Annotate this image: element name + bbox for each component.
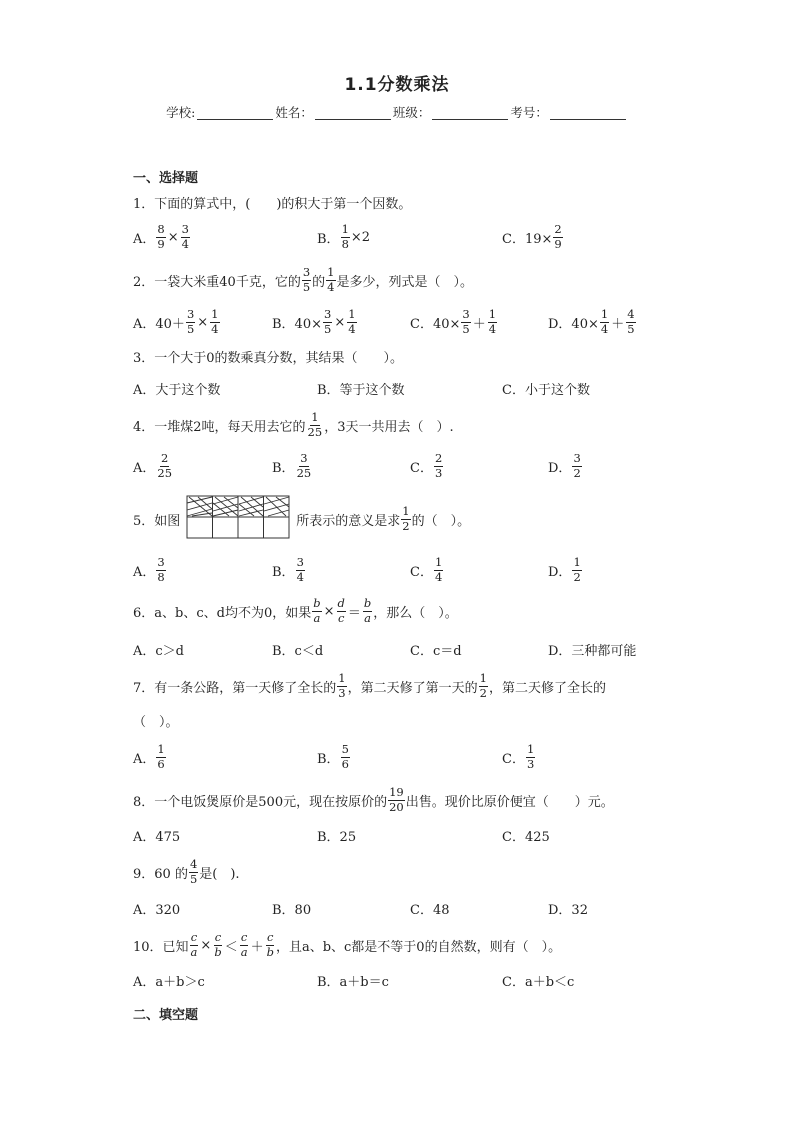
option-6a[interactable]: A．c＞d [133, 643, 184, 659]
option-9d[interactable]: D．32 [548, 902, 588, 918]
question-7-line2: （ ）。 [133, 714, 179, 730]
option-2a[interactable]: A．40＋ $\frac{3}{5}$ × $\frac{1}{4}$ [133, 307, 219, 336]
number-label: 考号： [510, 105, 548, 120]
option-4a[interactable]: A． $\frac{2}{25}$ [133, 451, 173, 480]
option-1b[interactable]: B． $\frac{1}{8}$ ×2 [317, 222, 371, 251]
school-label: 学校: [166, 105, 196, 120]
option-2d[interactable]: D．40× $\frac{1}{4}$ ＋ $\frac{4}{5}$ [548, 307, 635, 336]
options-7 [133, 742, 693, 772]
name-blank[interactable] [315, 105, 391, 120]
question-3: 3．一个大于0的数乘真分数，其结果（ ）。 [133, 350, 404, 366]
option-7b[interactable]: B． $\frac{5}{6}$ [317, 742, 349, 771]
options-6 [133, 634, 693, 664]
options-8 [133, 820, 693, 850]
option-10a[interactable]: A．a＋b＞c [133, 974, 205, 990]
option-3c[interactable]: C．小于这个数 [502, 382, 590, 398]
name-label: 姓名： [275, 105, 313, 120]
options-9 [133, 893, 693, 923]
question-5: 5．如图 所表示的意义是求 $\frac{1}{2}$ 的（ ）。 [133, 496, 470, 542]
hatched-grid-diagram [186, 495, 290, 539]
option-7c[interactable]: C． $\frac{1}{3}$ [502, 742, 535, 771]
question-2: 2．一袋大米重40千克，它的 $\frac{3}{5}$ 的 $\frac{1}{4}$ 是多少，列式是（ ）。 [133, 265, 474, 294]
option-9b[interactable]: B．80 [272, 902, 312, 918]
question-8: 8．一个电饭煲原价是500元，现在按原价的 $\frac{19}{20}$ 出售。现价比原价便宜（ ）元。 [133, 785, 614, 814]
option-3a[interactable]: A．大于这个数 [133, 382, 221, 398]
class-label: 班级： [392, 105, 431, 120]
option-5d[interactable]: D． $\frac{1}{2}$ [548, 555, 581, 584]
option-1a[interactable]: A． $\frac{8}{9}$ × $\frac{3}{4}$ [133, 222, 189, 251]
option-4b[interactable]: B． $\frac{3}{25}$ [272, 451, 312, 480]
options-10 [133, 965, 693, 995]
option-6b[interactable]: B．c＜d [272, 643, 324, 659]
option-6c[interactable]: C．c＝d [410, 643, 462, 659]
option-2c[interactable]: C．40× $\frac{3}{5}$ ＋ $\frac{1}{4}$ [410, 307, 497, 336]
option-5b[interactable]: B． $\frac{3}{4}$ [272, 555, 304, 584]
option-5a[interactable]: A． $\frac{3}{8}$ [133, 555, 165, 584]
class-blank[interactable] [432, 105, 508, 120]
school-blank[interactable] [197, 105, 273, 120]
options-4 [133, 451, 693, 481]
option-10b[interactable]: B．a＋b＝c [317, 974, 389, 990]
option-8b[interactable]: B．25 [317, 829, 357, 845]
options-1 [133, 222, 693, 252]
option-8a[interactable]: A．475 [133, 829, 181, 845]
option-9a[interactable]: A．320 [133, 902, 181, 918]
options-3 [133, 373, 693, 403]
option-1c[interactable]: C．19× $\frac{2}{9}$ [502, 222, 562, 251]
option-2b[interactable]: B．40× $\frac{3}{5}$ × $\frac{1}{4}$ [272, 307, 356, 336]
option-5c[interactable]: C． $\frac{1}{4}$ [410, 555, 443, 584]
options-2 [133, 307, 693, 337]
option-7a[interactable]: A． $\frac{1}{6}$ [133, 742, 165, 771]
option-9c[interactable]: C．48 [410, 902, 450, 918]
question-7: 7．有一条公路，第一天修了全长的 $\frac{1}{3}$ ，第二天修了第一天的 $\frac{1}{2}$ ，第二天修了全长的 [133, 671, 606, 700]
question-6: 6．a、b、c、d均不为0，如果 $\frac{b}{a}$ × $\frac{d}{c}$ ＝ $\frac{b}{a}$ ，那么（ ）。 [133, 596, 458, 625]
option-8c[interactable]: C．425 [502, 829, 550, 845]
option-4d[interactable]: D． $\frac{3}{2}$ [548, 451, 581, 480]
options-5 [133, 555, 693, 585]
number-blank[interactable] [550, 105, 626, 120]
question-10: 10．已知 $\frac{c}{a}$ × $\frac{c}{b}$ ＜ $\frac{c}{a}$ ＋ $\frac{c}{b}$ ，且a、b、c都是不等于0的自然数，则有（ ）。 [133, 930, 562, 959]
grid-figure [186, 495, 290, 543]
question-1: 1．下面的算式中，( )的积大于第一个因数。 [133, 196, 412, 212]
page-title: 1.1分数乘法 [344, 75, 450, 95]
question-4: 4．一堆煤2吨，每天用去它的 $\frac{1}{25}$ ，3天一共用去（ ）. [133, 410, 454, 439]
option-3b[interactable]: B．等于这个数 [317, 382, 405, 398]
option-4c[interactable]: C． $\frac{2}{3}$ [410, 451, 443, 480]
question-9: 9．60 的 $\frac{4}{5}$ 是( ). [133, 857, 240, 886]
section-fill-blank: 二、填空题 [133, 1008, 199, 1023]
option-6d[interactable]: D．三种都可能 [548, 643, 637, 659]
option-10c[interactable]: C．a＋b＜c [502, 974, 575, 990]
section-choice: 一、选择题 [133, 171, 199, 186]
student-info [0, 103, 794, 121]
